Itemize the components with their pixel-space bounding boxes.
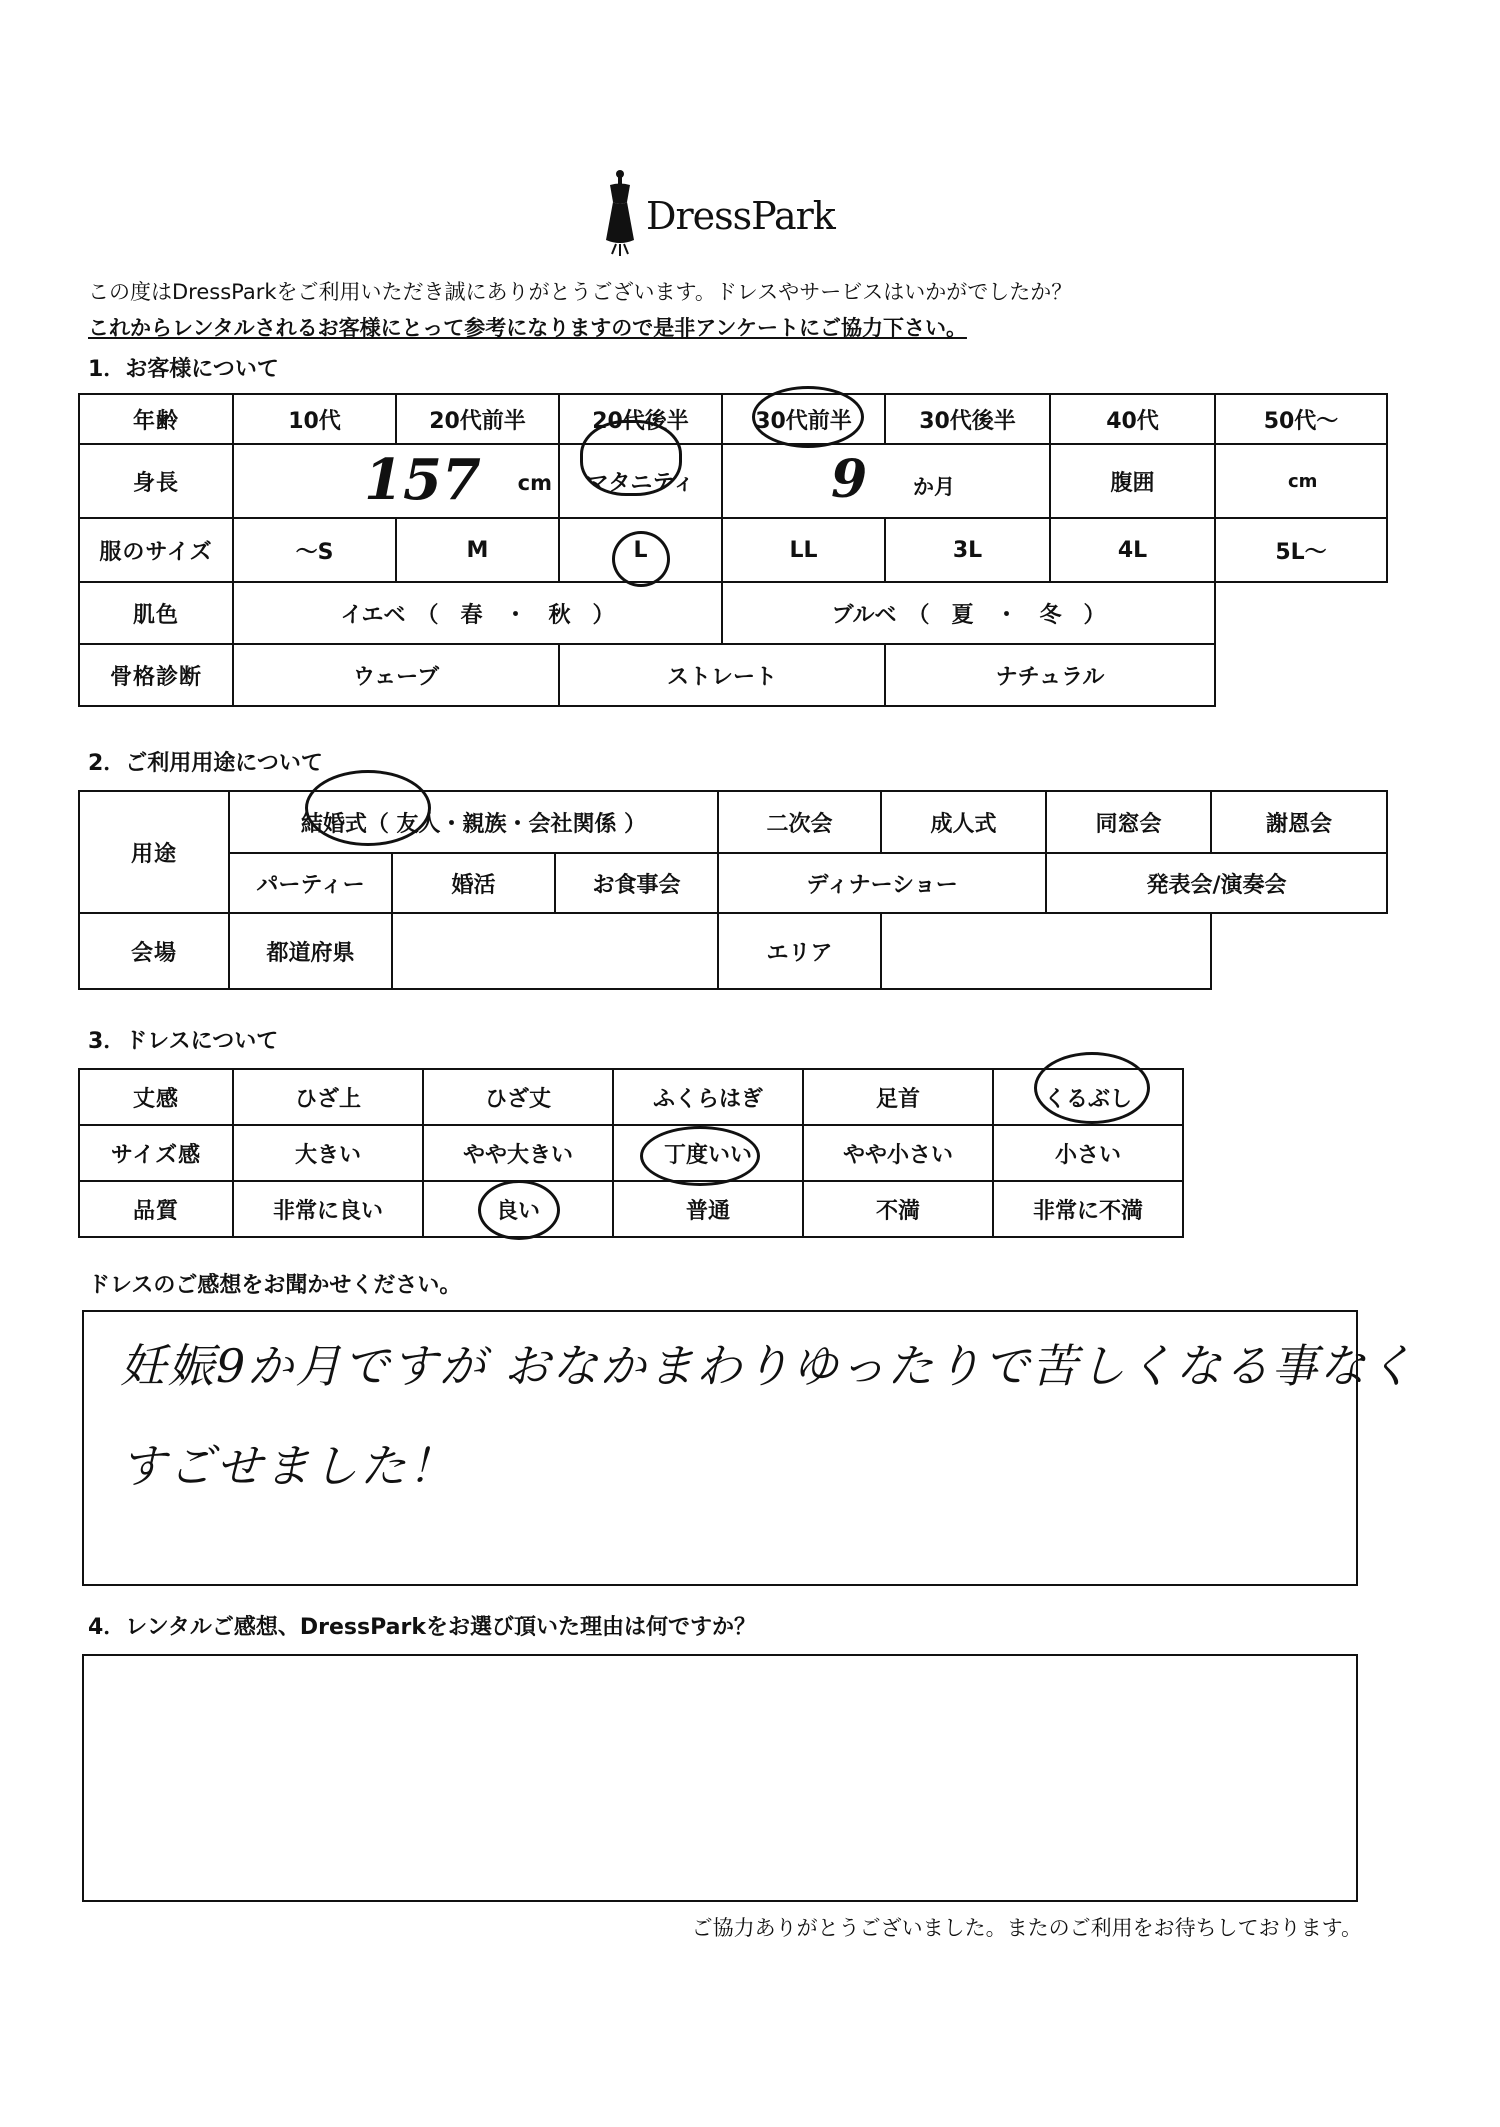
footer-thanks: ご協力ありがとうございました。またのご利用をお待ちしております。 — [691, 1916, 1362, 1940]
fit-option[interactable]: 大きい — [233, 1125, 423, 1181]
dress-table — [78, 1068, 1184, 1238]
age-row — [79, 394, 1387, 444]
size-option[interactable]: 5L～ — [1215, 518, 1387, 582]
size-option[interactable]: L — [559, 518, 722, 582]
quality-option[interactable]: 不満 — [803, 1181, 993, 1237]
purpose-option[interactable]: ディナーショー — [718, 853, 1046, 913]
prefecture-label: 都道府県 — [229, 913, 392, 989]
purpose-option[interactable]: 成人式 — [881, 791, 1046, 853]
purpose-wedding[interactable]: 結婚式（ 友人・親族・会社関係 ） — [229, 791, 718, 853]
length-option[interactable]: ひざ上 — [233, 1069, 423, 1125]
reason-textbox[interactable] — [82, 1654, 1358, 1902]
intro-line-1: この度はDressParkをご利用いただき誠にありがとうございます。ドレスやサービスはいかがでしたか？ — [88, 280, 1073, 304]
purpose-row-1 — [79, 791, 1387, 853]
area-label: エリア — [718, 913, 881, 989]
fit-option[interactable]: 丁度いい — [613, 1125, 803, 1181]
size-option[interactable]: 3L — [885, 518, 1050, 582]
fit-label: サイズ感 — [79, 1125, 233, 1181]
quality-option[interactable]: 普通 — [613, 1181, 803, 1237]
fit-option[interactable]: やや大きい — [423, 1125, 613, 1181]
age-option[interactable]: 20代前半 — [396, 394, 559, 444]
usage-table — [78, 790, 1388, 990]
waist-unit: cm — [1288, 471, 1318, 492]
skin-row — [79, 582, 1387, 644]
customer-table — [78, 393, 1388, 707]
purpose-label: 用途 — [79, 791, 229, 913]
feedback-line-2: すごせました！ — [120, 1439, 456, 1493]
venue-label: 会場 — [79, 913, 229, 989]
purpose-option[interactable]: 謝恩会 — [1211, 791, 1387, 853]
age-option[interactable]: 10代 — [233, 394, 396, 444]
blank-cell — [1215, 582, 1387, 644]
height-label: 身長 — [79, 444, 233, 518]
age-option[interactable]: 40代 — [1050, 394, 1215, 444]
intro-line-2: これからレンタルされるお客様にとって参考になりますので是非アンケートにご協力下さい。 — [88, 316, 967, 340]
fit-option[interactable]: 小さい — [993, 1125, 1183, 1181]
height-row — [79, 444, 1387, 518]
frame-label: 骨格診断 — [79, 644, 233, 706]
blank-cell — [1211, 913, 1387, 989]
blank-cell — [1215, 644, 1387, 706]
quality-option[interactable]: 非常に不満 — [993, 1181, 1183, 1237]
purpose-option[interactable]: お食事会 — [555, 853, 718, 913]
height-value: 157 — [364, 447, 481, 513]
section-2-title: 2．ご利用用途について — [88, 751, 323, 776]
length-row — [79, 1069, 1183, 1125]
length-option[interactable]: ひざ丈 — [423, 1069, 613, 1125]
skin-label: 肌色 — [79, 582, 233, 644]
size-row — [79, 518, 1387, 582]
age-option[interactable]: 30代後半 — [885, 394, 1050, 444]
maternity-label: マタニティ — [559, 444, 722, 518]
brand-logo — [600, 168, 900, 260]
size-option[interactable]: M — [396, 518, 559, 582]
fit-option[interactable]: やや小さい — [803, 1125, 993, 1181]
area-field[interactable] — [881, 913, 1211, 989]
feedback-prompt: ドレスのご感想をお聞かせください。 — [88, 1273, 462, 1298]
section-1-title: 1．お客様について — [88, 357, 279, 382]
age-label: 年齢 — [79, 394, 233, 444]
age-option[interactable]: 20代後半 — [559, 394, 722, 444]
brand-name: DressPark — [646, 194, 835, 238]
maternity-months-field[interactable] — [722, 444, 1050, 518]
feedback-line-1: 妊娠9か月ですが おなかまわりゆったりで苦しくなる事なく — [120, 1339, 1416, 1393]
length-option[interactable]: ふくらはぎ — [613, 1069, 803, 1125]
frame-row — [79, 644, 1387, 706]
skin-blue-option[interactable]: ブルベ （ 夏 ・ 冬 ） — [722, 582, 1215, 644]
frame-option[interactable]: ストレート — [559, 644, 885, 706]
fit-row — [79, 1125, 1183, 1181]
dress-form-icon — [600, 168, 640, 258]
frame-option[interactable]: ウェーブ — [233, 644, 559, 706]
section-3-title: 3．ドレスについて — [88, 1029, 279, 1054]
frame-option[interactable]: ナチュラル — [885, 644, 1215, 706]
length-option[interactable]: 足首 — [803, 1069, 993, 1125]
section-4-title: 4．レンタルご感想、DressParkをお選び頂いた理由は何ですか？ — [88, 1615, 756, 1640]
maternity-months-value: 9 — [831, 449, 868, 510]
length-label: 丈感 — [79, 1069, 233, 1125]
purpose-option[interactable]: パーティー — [229, 853, 392, 913]
purpose-option[interactable]: 発表会/演奏会 — [1046, 853, 1387, 913]
size-label: 服のサイズ — [79, 518, 233, 582]
waist-field[interactable] — [1215, 444, 1387, 518]
size-option[interactable]: ～S — [233, 518, 396, 582]
height-field[interactable] — [233, 444, 559, 518]
venue-row — [79, 913, 1387, 989]
height-unit: cm — [517, 471, 552, 495]
quality-label: 品質 — [79, 1181, 233, 1237]
purpose-option[interactable]: 同窓会 — [1046, 791, 1211, 853]
purpose-option[interactable]: 婚活 — [392, 853, 555, 913]
waist-label: 腹囲 — [1050, 444, 1215, 518]
prefecture-field[interactable] — [392, 913, 718, 989]
age-option[interactable]: 30代前半 — [722, 394, 885, 444]
purpose-row-2 — [79, 853, 1387, 913]
age-option[interactable]: 50代～ — [1215, 394, 1387, 444]
quality-option[interactable]: 非常に良い — [233, 1181, 423, 1237]
length-option[interactable]: くるぶし — [993, 1069, 1183, 1125]
quality-row — [79, 1181, 1183, 1237]
purpose-option[interactable]: 二次会 — [718, 791, 881, 853]
feedback-textbox[interactable] — [82, 1310, 1416, 1586]
quality-option[interactable]: 良い — [423, 1181, 613, 1237]
skin-yellow-option[interactable]: イエベ （ 春 ・ 秋 ） — [233, 582, 722, 644]
size-option[interactable]: 4L — [1050, 518, 1215, 582]
size-option[interactable]: LL — [722, 518, 885, 582]
months-unit: か月 — [913, 475, 955, 499]
